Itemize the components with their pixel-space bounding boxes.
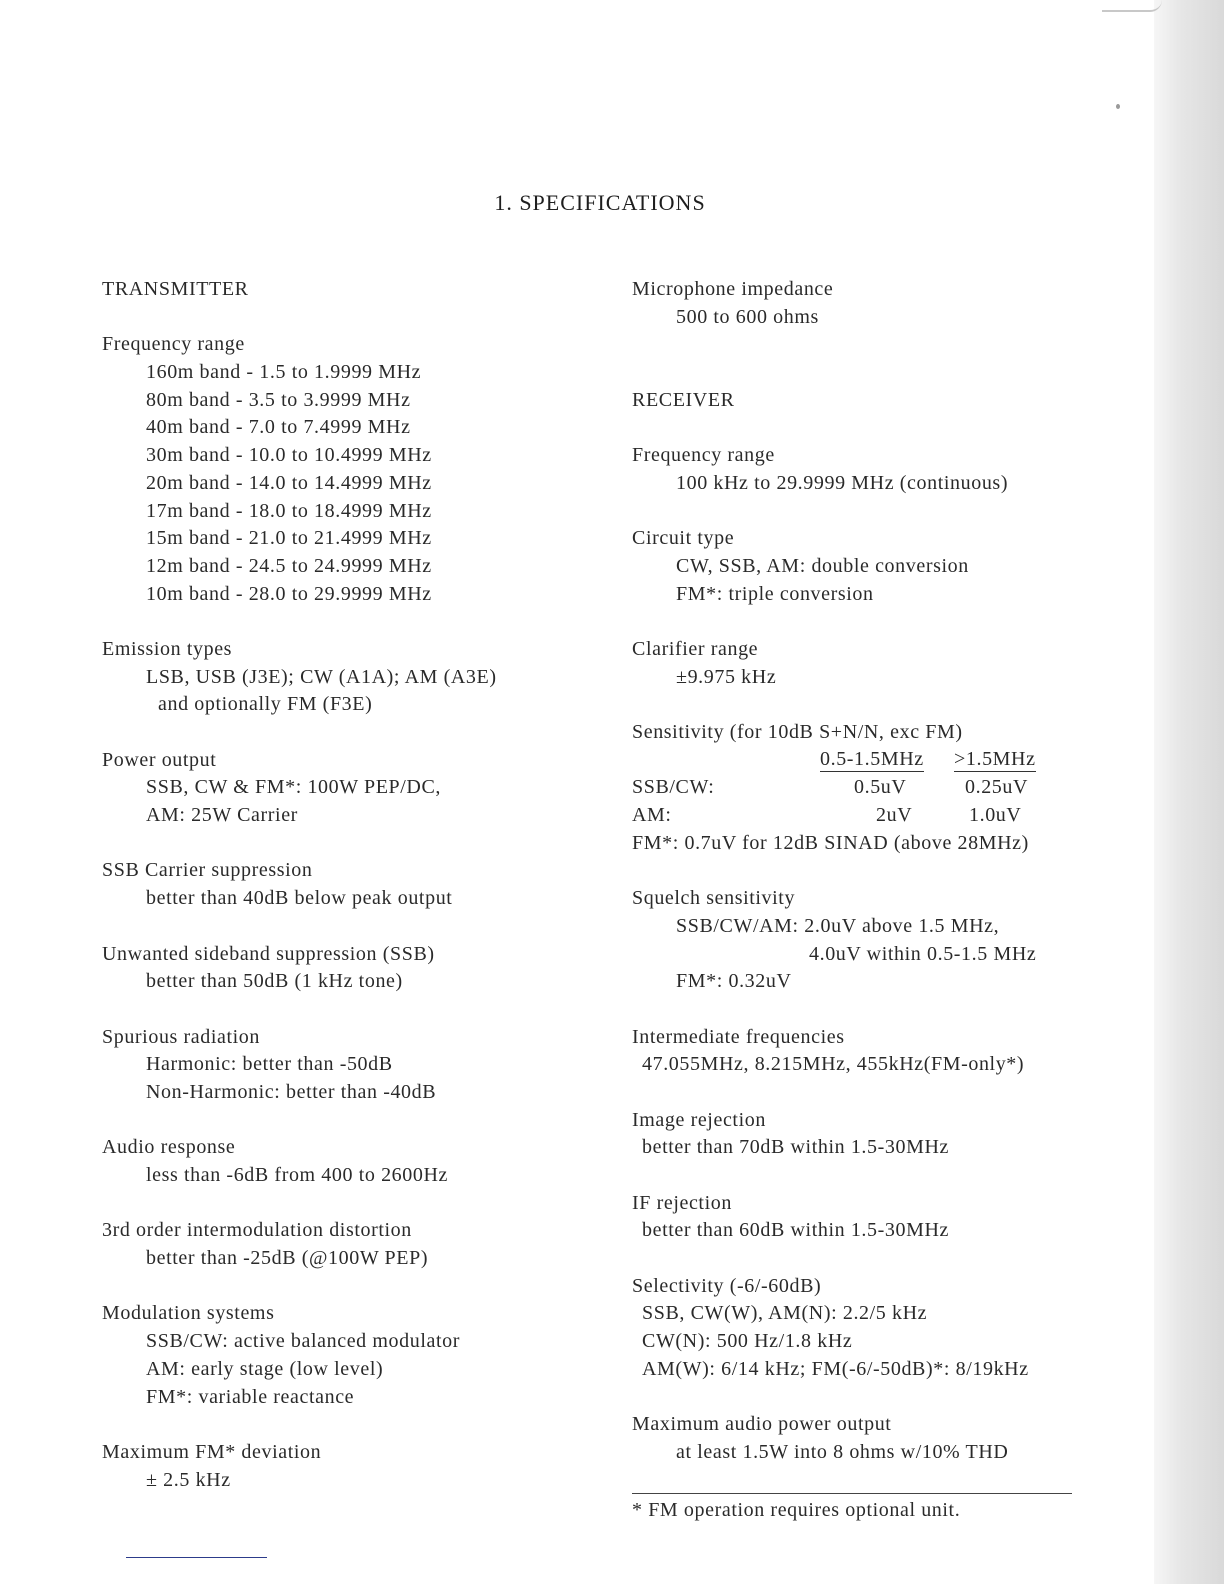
power-heading: Power output xyxy=(102,748,217,771)
power-line: SSB, CW & FM*: 100W PEP/DC, xyxy=(146,776,441,799)
scan-speck xyxy=(1116,104,1120,109)
modulation-heading: Modulation systems xyxy=(102,1302,275,1325)
if-heading: Intermediate frequencies xyxy=(632,1025,845,1048)
receiver-column xyxy=(632,276,1092,1467)
circuit-line: CW, SSB, AM: double conversion xyxy=(676,554,969,577)
image-rejection-line: better than 70dB within 1.5-30MHz xyxy=(642,1136,949,1159)
emission-heading: Emission types xyxy=(102,637,233,660)
selectivity-line: AM(W): 6/14 kHz; FM(-6/-50dB)*: 8/19kHz xyxy=(642,1357,1029,1380)
sensitivity-row-ssb xyxy=(632,774,1092,802)
sensitivity-row-am xyxy=(632,802,1092,830)
carrier-heading: SSB Carrier suppression xyxy=(102,859,313,882)
band-line: 10m band - 28.0 to 29.9999 MHz xyxy=(146,582,432,605)
mic-line: 500 to 600 ohms xyxy=(676,305,819,328)
footnote-divider xyxy=(632,1493,1072,1494)
tx-frequency-heading: Frequency range xyxy=(102,333,245,356)
transmitter-column xyxy=(102,276,582,1494)
page-corner-curl xyxy=(1102,0,1162,12)
spurious-heading: Spurious radiation xyxy=(102,1025,261,1048)
clarifier-heading: Clarifier range xyxy=(632,637,759,660)
sensitivity-value: 0.25uV xyxy=(965,776,1029,799)
sensitivity-heading: Sensitivity (for 10dB S+N/N, exc FM) xyxy=(632,721,963,743)
squelch-line: 4.0uV within 0.5-1.5 MHz xyxy=(809,942,1037,965)
sideband-heading: Unwanted sideband suppression (SSB) xyxy=(102,942,435,965)
band-line: 40m band - 7.0 to 7.4999 MHz xyxy=(146,416,411,439)
modulation-line: AM: early stage (low level) xyxy=(146,1357,384,1380)
circuit-heading: Circuit type xyxy=(632,527,735,550)
sensitivity-column-headers xyxy=(632,747,1092,775)
sensitivity-row-label: SSB/CW: xyxy=(632,776,715,799)
audio-response-line: less than -6dB from 400 to 2600Hz xyxy=(146,1164,448,1186)
band-line: 160m band - 1.5 to 1.9999 MHz xyxy=(146,361,422,384)
selectivity-line: SSB, CW(W), AM(N): 2.2/5 kHz xyxy=(642,1302,928,1325)
sensitivity-value: 2uV xyxy=(876,804,913,827)
deviation-heading: Maximum FM* deviation xyxy=(102,1440,322,1463)
imd-heading: 3rd order intermodulation distortion xyxy=(102,1219,412,1242)
audio-response-heading: Audio response xyxy=(102,1136,236,1159)
sensitivity-col-header: >1.5MHz xyxy=(954,747,1036,770)
selectivity-heading: Selectivity (-6/-60dB) xyxy=(632,1274,822,1297)
squelch-line: SSB/CW/AM: 2.0uV above 1.5 MHz, xyxy=(676,914,1000,937)
spurious-line: Non-Harmonic: better than -40dB xyxy=(146,1080,437,1103)
if-rejection-heading: IF rejection xyxy=(632,1191,732,1214)
modulation-line: FM*: variable reactance xyxy=(146,1385,355,1408)
carrier-line: better than 40dB below peak output xyxy=(146,887,453,910)
rx-frequency-heading: Frequency range xyxy=(632,444,775,467)
page-title: 1. SPECIFICATIONS xyxy=(494,190,706,215)
emission-line: LSB, USB (J3E); CW (A1A); AM (A3E) xyxy=(146,665,497,688)
sensitivity-fm-line: FM*: 0.7uV for 12dB SINAD (above 28MHz) xyxy=(632,831,1029,854)
band-line: 17m band - 18.0 to 18.4999 MHz xyxy=(146,499,432,522)
band-line: 12m band - 24.5 to 24.9999 MHz xyxy=(146,554,432,577)
footnote: * FM operation requires optional unit. xyxy=(632,1499,961,1521)
audio-power-heading: Maximum audio power output xyxy=(632,1413,892,1436)
if-rejection-line: better than 60dB within 1.5-30MHz xyxy=(642,1219,949,1242)
sensitivity-row-label: AM: xyxy=(632,804,672,827)
clarifier-line: ±9.975 kHz xyxy=(676,665,777,688)
imd-line: better than -25dB (@100W PEP) xyxy=(146,1247,429,1270)
sensitivity-value: 0.5uV xyxy=(854,776,907,799)
band-line: 80m band - 3.5 to 3.9999 MHz xyxy=(146,388,411,411)
emission-line: and optionally FM (F3E) xyxy=(158,693,373,716)
squelch-line: FM*: 0.32uV xyxy=(676,970,792,993)
transmitter-heading: TRANSMITTER xyxy=(102,278,249,300)
circuit-line: FM*: triple conversion xyxy=(676,582,874,605)
sensitivity-col-header: 0.5-1.5MHz xyxy=(820,747,924,770)
squelch-heading: Squelch sensitivity xyxy=(632,887,796,910)
power-line: AM: 25W Carrier xyxy=(146,804,298,827)
audio-power-line: at least 1.5W into 8 ohms w/10% THD xyxy=(676,1440,1009,1463)
page-edge-shadow xyxy=(1154,0,1224,1584)
sensitivity-value: 1.0uV xyxy=(969,804,1022,827)
receiver-heading: RECEIVER xyxy=(632,388,735,411)
band-line: 15m band - 21.0 to 21.4999 MHz xyxy=(146,527,432,550)
band-line: 20m band - 14.0 to 14.4999 MHz xyxy=(146,471,432,494)
sideband-line: better than 50dB (1 kHz tone) xyxy=(146,970,403,993)
image-rejection-heading: Image rejection xyxy=(632,1108,766,1131)
band-line: 30m band - 10.0 to 10.4999 MHz xyxy=(146,444,432,467)
modulation-line: SSB/CW: active balanced modulator xyxy=(146,1330,460,1353)
rx-frequency-line: 100 kHz to 29.9999 MHz (continuous) xyxy=(676,471,1009,494)
selectivity-line: CW(N): 500 Hz/1.8 kHz xyxy=(642,1330,853,1353)
if-line: 47.055MHz, 8.215MHz, 455kHz(FM-only*) xyxy=(642,1053,1025,1076)
deviation-line: ± 2.5 kHz xyxy=(146,1468,231,1491)
mic-heading: Microphone impedance xyxy=(632,278,834,300)
bottom-rule xyxy=(126,1557,267,1558)
spurious-line: Harmonic: better than -50dB xyxy=(146,1053,393,1076)
